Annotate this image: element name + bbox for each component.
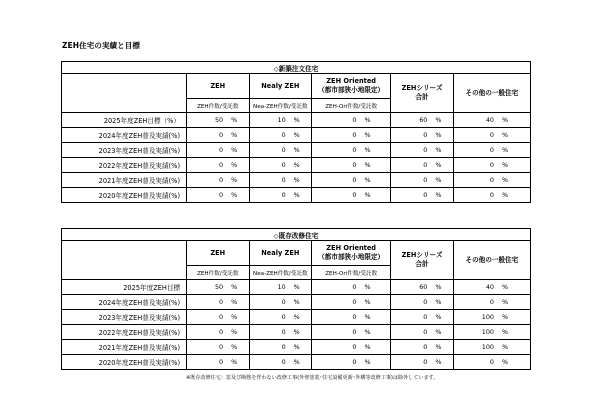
percent-unit: % xyxy=(497,128,531,143)
value-zeh: 50 xyxy=(187,280,227,295)
row-label: 2022年度ZEH普及実績(%) xyxy=(62,325,187,340)
value-zeh: 0 xyxy=(187,143,227,158)
percent-unit: % xyxy=(226,295,249,310)
value-other-housing: 40 xyxy=(453,113,497,128)
col-header-zeh-oriented-line1: ZEH Oriented xyxy=(326,77,377,85)
percent-unit: % xyxy=(497,295,531,310)
value-nealy-zeh: 0 xyxy=(249,295,289,310)
percent-unit: % xyxy=(289,188,312,203)
percent-unit: % xyxy=(226,280,249,295)
table-row xyxy=(62,340,531,355)
percent-unit: % xyxy=(289,280,312,295)
percent-unit: % xyxy=(226,310,249,325)
value-zeh-series-total: 0 xyxy=(391,188,431,203)
col-header-zeh-series-total xyxy=(391,241,454,280)
percent-unit: % xyxy=(497,113,531,128)
existing-renovation-table-section xyxy=(61,228,531,370)
value-other-housing: 40 xyxy=(453,280,497,295)
percent-unit: % xyxy=(289,355,312,370)
subheader-zeh: ZEH件数/受託数 xyxy=(187,266,250,280)
percent-unit: % xyxy=(359,113,390,128)
table-caption-row xyxy=(62,229,531,241)
table-row xyxy=(62,188,531,203)
value-zeh: 0 xyxy=(187,295,227,310)
percent-unit: % xyxy=(497,280,531,295)
percent-unit: % xyxy=(289,325,312,340)
value-nealy-zeh: 0 xyxy=(249,355,289,370)
col-header-zeh: ZEH xyxy=(187,241,250,266)
corner-cell xyxy=(62,74,187,113)
percent-unit: % xyxy=(226,128,249,143)
value-zeh-oriented: 0 xyxy=(312,158,360,173)
percent-unit: % xyxy=(430,173,453,188)
percent-unit: % xyxy=(430,340,453,355)
percent-unit: % xyxy=(430,325,453,340)
percent-unit: % xyxy=(359,158,390,173)
col-header-zeh-series-line1: ZEHシリーズ xyxy=(401,84,443,92)
percent-unit: % xyxy=(430,158,453,173)
value-other-housing: 0 xyxy=(453,128,497,143)
value-zeh-series-total: 60 xyxy=(391,113,431,128)
table-row xyxy=(62,113,531,128)
percent-unit: % xyxy=(226,158,249,173)
percent-unit: % xyxy=(430,355,453,370)
table-row xyxy=(62,295,531,310)
value-zeh: 0 xyxy=(187,355,227,370)
row-label: 2022年度ZEH普及実績(%) xyxy=(62,158,187,173)
value-zeh-series-total: 0 xyxy=(391,325,431,340)
table-caption-row xyxy=(62,62,531,74)
value-zeh-series-total: 0 xyxy=(391,158,431,173)
value-zeh: 0 xyxy=(187,310,227,325)
value-zeh-oriented: 0 xyxy=(312,310,360,325)
value-zeh-oriented: 0 xyxy=(312,295,360,310)
zeh-table xyxy=(61,228,531,370)
value-nealy-zeh: 0 xyxy=(249,310,289,325)
table-row xyxy=(62,310,531,325)
col-header-zeh-series-line2: 合計 xyxy=(415,260,429,268)
value-zeh-oriented: 0 xyxy=(312,340,360,355)
col-header-other-housing: その他の一般住宅 xyxy=(453,241,530,280)
percent-unit: % xyxy=(497,173,531,188)
value-nealy-zeh: 10 xyxy=(249,113,289,128)
row-label: 2021年度ZEH普及実績(%) xyxy=(62,173,187,188)
percent-unit: % xyxy=(226,143,249,158)
percent-unit: % xyxy=(359,188,390,203)
value-zeh-oriented: 0 xyxy=(312,143,360,158)
percent-unit: % xyxy=(359,295,390,310)
percent-unit: % xyxy=(430,295,453,310)
col-header-nealy-zeh: Nealy ZEH xyxy=(249,74,312,99)
percent-unit: % xyxy=(497,158,531,173)
value-zeh: 0 xyxy=(187,158,227,173)
percent-unit: % xyxy=(359,340,390,355)
percent-unit: % xyxy=(289,158,312,173)
percent-unit: % xyxy=(289,173,312,188)
value-other-housing: 100 xyxy=(453,325,497,340)
table-row xyxy=(62,143,531,158)
value-other-housing: 100 xyxy=(453,310,497,325)
value-nealy-zeh: 0 xyxy=(249,143,289,158)
footnote: ※既存改修住宅：窓及び断熱を伴わない改修工事(外壁塗装･住宅設備更新･外構等改修工事)は除外しています。 xyxy=(186,375,439,381)
row-label: 2021年度ZEH普及実績(%) xyxy=(62,340,187,355)
table-row xyxy=(62,158,531,173)
percent-unit: % xyxy=(289,113,312,128)
value-other-housing: 0 xyxy=(453,355,497,370)
percent-unit: % xyxy=(497,143,531,158)
value-zeh-series-total: 0 xyxy=(391,143,431,158)
col-header-zeh: ZEH xyxy=(187,74,250,99)
percent-unit: % xyxy=(359,310,390,325)
value-zeh-series-total: 0 xyxy=(391,355,431,370)
percent-unit: % xyxy=(289,128,312,143)
value-other-housing: 100 xyxy=(453,340,497,355)
value-zeh: 0 xyxy=(187,128,227,143)
value-other-housing: 0 xyxy=(453,158,497,173)
row-label: 2023年度ZEH普及実績(%) xyxy=(62,310,187,325)
col-header-zeh-series-total xyxy=(391,74,454,113)
percent-unit: % xyxy=(359,143,390,158)
value-nealy-zeh: 0 xyxy=(249,128,289,143)
value-other-housing: 0 xyxy=(453,173,497,188)
value-zeh: 0 xyxy=(187,173,227,188)
percent-unit: % xyxy=(289,295,312,310)
row-label: 2024年度ZEH普及実績(%) xyxy=(62,128,187,143)
col-header-zeh-series-line1: ZEHシリーズ xyxy=(401,251,443,259)
percent-unit: % xyxy=(430,113,453,128)
percent-unit: % xyxy=(359,280,390,295)
percent-unit: % xyxy=(359,128,390,143)
corner-cell xyxy=(62,241,187,280)
percent-unit: % xyxy=(430,128,453,143)
value-other-housing: 0 xyxy=(453,143,497,158)
col-header-zeh-oriented-line2: （都市部狭小地限定） xyxy=(318,86,385,94)
value-zeh-oriented: 0 xyxy=(312,355,360,370)
value-zeh-oriented: 0 xyxy=(312,188,360,203)
table-row xyxy=(62,128,531,143)
row-label: 2020年度ZEH普及実績(%) xyxy=(62,355,187,370)
table-caption: ◇既存改修住宅 xyxy=(62,229,531,241)
percent-unit: % xyxy=(497,310,531,325)
value-zeh: 50 xyxy=(187,113,227,128)
percent-unit: % xyxy=(226,188,249,203)
percent-unit: % xyxy=(497,188,531,203)
percent-unit: % xyxy=(226,340,249,355)
table-row xyxy=(62,280,531,295)
table-row xyxy=(62,173,531,188)
new-construction-table-section xyxy=(61,61,531,203)
percent-unit: % xyxy=(226,113,249,128)
percent-unit: % xyxy=(226,355,249,370)
column-header-row xyxy=(62,74,531,99)
value-nealy-zeh: 0 xyxy=(249,340,289,355)
percent-unit: % xyxy=(226,173,249,188)
percent-unit: % xyxy=(359,325,390,340)
value-other-housing: 0 xyxy=(453,295,497,310)
percent-unit: % xyxy=(289,310,312,325)
value-zeh-oriented: 0 xyxy=(312,173,360,188)
subheader-oriented: ZEH-Ori件数/受託数 xyxy=(312,99,391,113)
value-zeh-series-total: 60 xyxy=(391,280,431,295)
percent-unit: % xyxy=(226,325,249,340)
value-zeh-series-total: 0 xyxy=(391,173,431,188)
value-nealy-zeh: 0 xyxy=(249,158,289,173)
value-zeh: 0 xyxy=(187,340,227,355)
value-other-housing: 0 xyxy=(453,188,497,203)
row-label: 2023年度ZEH普及実績(%) xyxy=(62,143,187,158)
value-zeh-series-total: 0 xyxy=(391,128,431,143)
percent-unit: % xyxy=(430,280,453,295)
value-zeh: 0 xyxy=(187,188,227,203)
page-title: ZEH住宅の実績と目標 xyxy=(62,41,140,50)
value-nealy-zeh: 0 xyxy=(249,188,289,203)
percent-unit: % xyxy=(359,355,390,370)
col-header-zeh-series-line2: 合計 xyxy=(415,93,429,101)
value-zeh: 0 xyxy=(187,325,227,340)
percent-unit: % xyxy=(289,340,312,355)
percent-unit: % xyxy=(430,143,453,158)
percent-unit: % xyxy=(430,188,453,203)
value-zeh-series-total: 0 xyxy=(391,340,431,355)
column-header-row xyxy=(62,241,531,266)
row-label: 2024年度ZEH普及実績(%) xyxy=(62,295,187,310)
subheader-oriented: ZEH-Ori件数/受託数 xyxy=(312,266,391,280)
table-caption: ◇新築注文住宅 xyxy=(62,62,531,74)
col-header-other-housing: その他の一般住宅 xyxy=(453,74,530,113)
value-nealy-zeh: 10 xyxy=(249,280,289,295)
subheader-nealy: Nea-ZEH件数/受託数 xyxy=(249,266,312,280)
value-nealy-zeh: 0 xyxy=(249,173,289,188)
value-zeh-series-total: 0 xyxy=(391,310,431,325)
col-header-zeh-oriented xyxy=(312,74,391,99)
col-header-zeh-oriented-line1: ZEH Oriented xyxy=(326,244,377,252)
value-nealy-zeh: 0 xyxy=(249,325,289,340)
subheader-zeh: ZEH件数/受託数 xyxy=(187,99,250,113)
percent-unit: % xyxy=(497,340,531,355)
col-header-zeh-oriented xyxy=(312,241,391,266)
col-header-nealy-zeh: Nealy ZEH xyxy=(249,241,312,266)
row-label: 2025年度ZEH目標（%） xyxy=(62,113,187,128)
row-label: 2025年度ZEH目標 xyxy=(62,280,187,295)
percent-unit: % xyxy=(359,173,390,188)
percent-unit: % xyxy=(497,355,531,370)
col-header-zeh-oriented-line2: （都市部狭小地限定） xyxy=(318,253,385,261)
value-zeh-oriented: 0 xyxy=(312,128,360,143)
subheader-nealy: Nea-ZEH件数/受託数 xyxy=(249,99,312,113)
value-zeh-oriented: 0 xyxy=(312,325,360,340)
table-row xyxy=(62,325,531,340)
percent-unit: % xyxy=(497,325,531,340)
percent-unit: % xyxy=(430,310,453,325)
row-label: 2020年度ZEH普及実績(%) xyxy=(62,188,187,203)
value-zeh-oriented: 0 xyxy=(312,113,360,128)
table-row xyxy=(62,355,531,370)
value-zeh-series-total: 0 xyxy=(391,295,431,310)
value-zeh-oriented: 0 xyxy=(312,280,360,295)
zeh-table xyxy=(61,61,531,203)
percent-unit: % xyxy=(289,143,312,158)
